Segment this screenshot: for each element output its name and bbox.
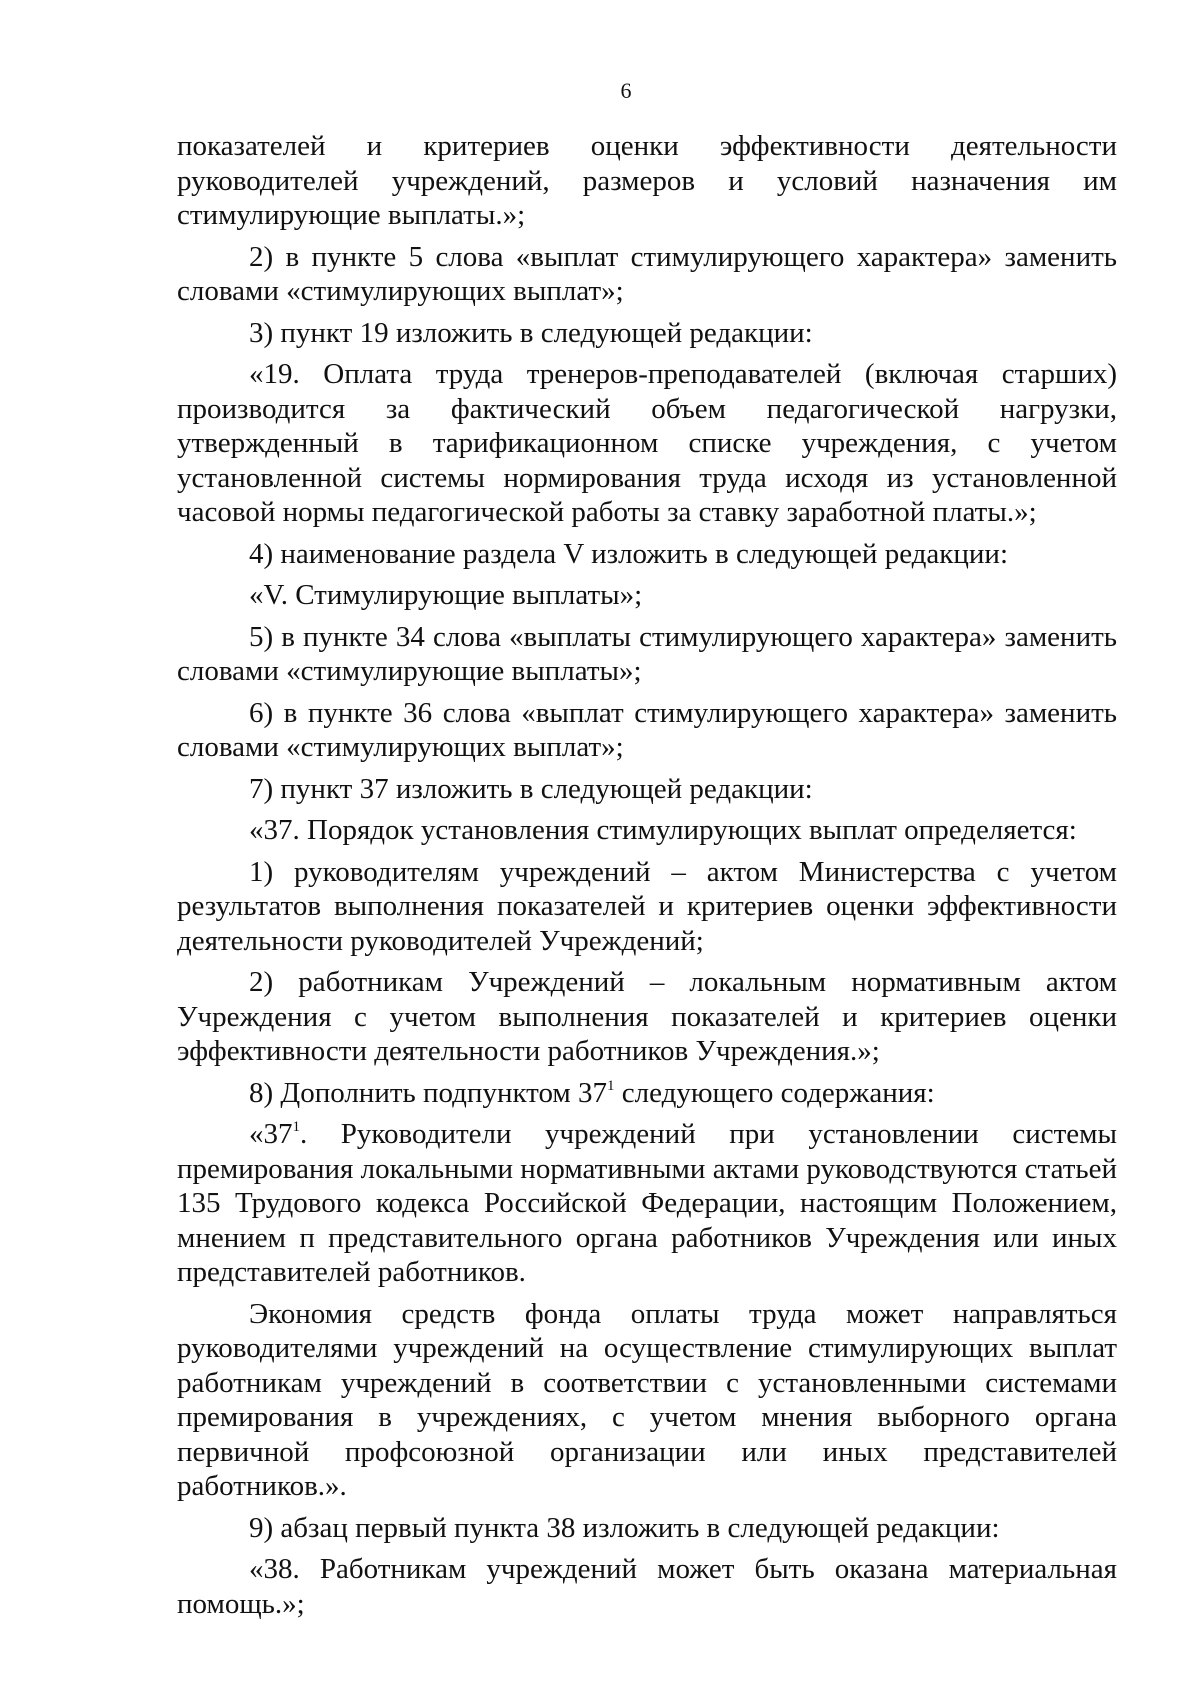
clause-37-sub-2: 2) работникам Учреждений – локальным нормативным актом Учреждения с учетом выполнения показателей и критериев оценки эффективности деятельности работников Учреждения.»; (177, 966, 1117, 1067)
clause-37: «37. Порядок установления стимулирующих выплат определяется: (249, 814, 1077, 846)
clause-37-1-text: . Руководители учреждений при установлении системы премирования локальными нормативными актами руководствуются статьей 135 Трудового кодекса Российской Федерации, настоящим Положением, мнением п представительного органа работников Учреждения или иных представителей работников. (177, 1118, 1117, 1288)
document-body (177, 129, 1117, 1621)
paragraph-continuation: показателей и критериев оценки эффективности деятельности руководителей учреждений, размеров и условий назначения им стимулирующие выплаты.»; (177, 130, 1117, 231)
item-4: 4) наименование раздела V изложить в следующей редакции: (249, 537, 1009, 570)
item-8-text-end: следующего содержания: (614, 1076, 935, 1109)
item-3: 3) пункт 19 изложить в следующей редакции: (249, 316, 813, 349)
payroll-savings-paragraph: Экономия средств фонда оплаты труда может направляться руководителями учреждений на осуществление стимулирующих выплат работникам учреждений в соответствии с установленными системами премирования в учреждениях, с учетом мнения выборного органа первичной профсоюзной организации или иных представителей работников.». (177, 1297, 1117, 1502)
clause-19: «19. Оплата труда тренеров-преподавателей (включая старших) производится за фактический объем педагогической нагрузки, утвержденный в тарификационном списке учреждения, с учетом установленной системы нормирования труда исходя из установленной часовой нормы педагогической работы за ставку заработной платы.»; (177, 358, 1117, 528)
item-8 (177, 1076, 1117, 1111)
clause-37-sub-1: 1) руководителям учреждений – актом Министерства с учетом результатов выполнения показателей и критериев оценки эффективности деятельности руководителей Учреждений; (177, 855, 1117, 957)
clause-37-1-number: «37 (249, 1118, 293, 1150)
item-2: 2) в пункте 5 слова «выплат стимулирующего характера» заменить словами «стимулирующих выплат»; (177, 240, 1117, 307)
page-number: 6 (620, 78, 632, 103)
item-9: 9) абзац первый пункта 38 изложить в следующей редакции: (249, 1511, 1000, 1544)
clause-37-1-superscript: 1 (292, 1119, 300, 1135)
item-5: 5) в пункте 34 слова «выплаты стимулирующего характера» заменить словами «стимулирующие выплаты»; (177, 620, 1117, 687)
item-8-text: 8) Дополнить подпунктом 37 (249, 1076, 608, 1109)
clause-37-1 (177, 1117, 1117, 1290)
item-7: 7) пункт 37 изложить в следующей редакции: (249, 772, 813, 805)
section-v-title: «V. Стимулирующие выплаты»; (249, 579, 643, 611)
item-6: 6) в пункте 36 слова «выплат стимулирующего характера» заменить словами «стимулирующих выплат»; (177, 696, 1117, 763)
item-8-superscript: 1 (607, 1077, 615, 1094)
clause-38: «38. Работникам учреждений может быть оказана материальная помощь.»; (177, 1553, 1117, 1620)
